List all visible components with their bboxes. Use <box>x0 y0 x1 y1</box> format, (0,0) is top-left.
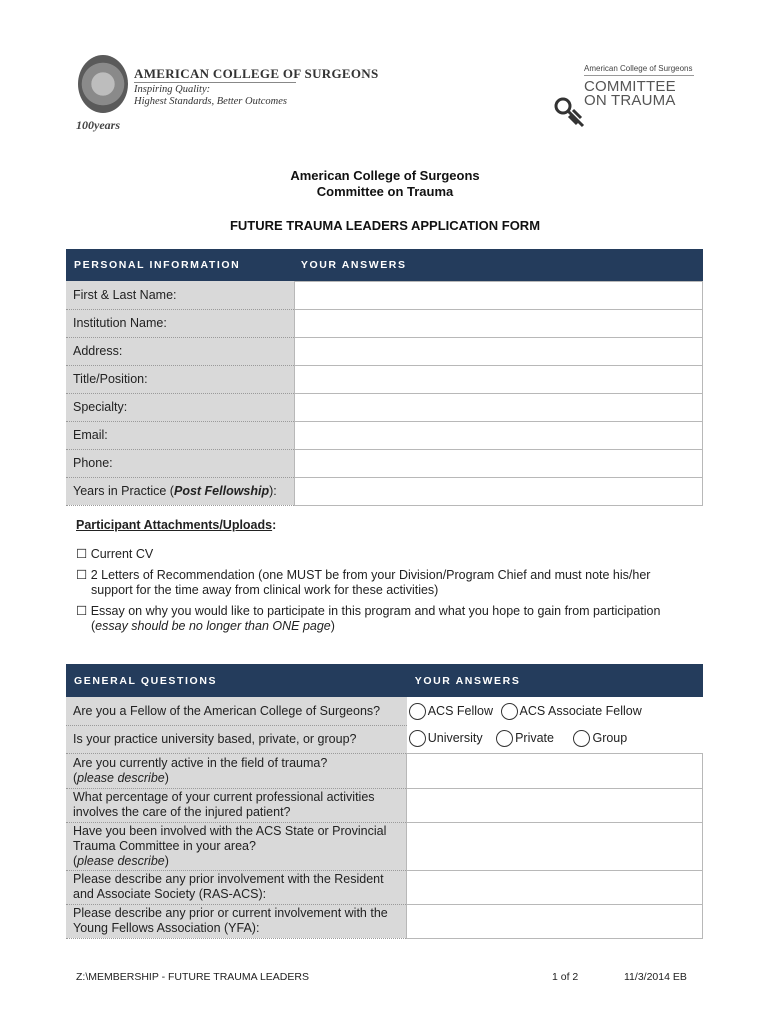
table-row <box>66 788 703 822</box>
percentage-injured-answer-field[interactable] <box>407 788 703 822</box>
table-row <box>66 421 703 449</box>
years-label-post: ): <box>269 484 277 498</box>
checkbox-icon[interactable]: ☐ <box>76 604 88 618</box>
cot-logo-divider <box>584 75 694 76</box>
table-row <box>66 393 703 421</box>
radio-university[interactable]: University <box>409 730 483 747</box>
field-label: Email: <box>66 421 295 449</box>
table-row <box>66 281 703 309</box>
radio-icon[interactable] <box>573 730 590 747</box>
title-position-field[interactable] <box>295 365 703 393</box>
acs-logo-name: AMERICAN COLLEGE OF SURGEONS <box>134 66 379 81</box>
radio-icon[interactable] <box>501 703 518 720</box>
question-state-committee: Have you been involved with the ACS State or Provincial Trauma Committee in your area? (please describe) <box>66 822 407 870</box>
personal-info-header-answers: YOUR ANSWERS <box>300 258 407 271</box>
personal-info-header-label: PERSONAL INFORMATION <box>74 259 241 271</box>
fellow-options <box>407 697 703 725</box>
cot-logo-icon <box>553 92 587 128</box>
field-label: First & Last Name: <box>66 281 295 309</box>
cot-logo-line1: COMMITTEE <box>584 78 676 95</box>
table-row <box>66 753 703 788</box>
footer-date: 11/3/2014 EB <box>624 971 687 983</box>
radio-group[interactable]: Group <box>573 730 627 747</box>
field-label: Phone: <box>66 449 295 477</box>
checkbox-icon[interactable]: ☐ <box>76 547 88 561</box>
email-field[interactable] <box>295 421 703 449</box>
attachment-item-letters-cont: support for the time away from clinical work for these activities) <box>91 583 439 597</box>
acs-logo-divider <box>134 82 296 83</box>
address-field[interactable] <box>295 337 703 365</box>
title-line-1: American College of Surgeons <box>290 168 480 183</box>
cot-logo-org: American College of Surgeons <box>584 64 693 73</box>
acs-seal-logo <box>78 55 128 113</box>
attachment-item-cv: ☐ Current CV <box>76 547 154 561</box>
general-questions-header-answers: YOUR ANSWERS <box>414 674 521 687</box>
question-practice-type: Is your practice university based, private, or group? <box>66 725 407 753</box>
footer-page-number: 1 of 2 <box>552 971 579 983</box>
acs-tagline-2: Highest Standards, Better Outcomes <box>134 96 288 107</box>
table-row <box>66 870 703 904</box>
personal-info-table <box>66 249 703 506</box>
table-row <box>66 365 703 393</box>
radio-acs-associate-fellow[interactable]: ACS Associate Fellow <box>501 703 642 720</box>
attachments-title: Participant Attachments/Uploads: <box>76 518 277 532</box>
form-title: FUTURE TRAUMA LEADERS APPLICATION FORM <box>229 218 541 233</box>
institution-name-field[interactable] <box>295 309 703 337</box>
personal-info-header <box>66 249 703 281</box>
field-label: Address: <box>66 337 295 365</box>
acs-tagline-1: Inspiring Quality: <box>134 84 211 95</box>
field-label: Institution Name: <box>66 309 295 337</box>
yfa-answer-field[interactable] <box>407 904 703 938</box>
attachment-item-letters: ☐ 2 Letters of Recommendation (one MUST be from your Division/Program Chief and must note his/her <box>76 568 651 582</box>
general-questions-header-label: GENERAL QUESTIONS <box>74 674 218 687</box>
table-row <box>66 725 703 753</box>
question-percentage-injured: What percentage of your current professional activities involves the care of the injured patient? <box>66 788 407 822</box>
phone-field[interactable] <box>295 449 703 477</box>
table-row <box>66 697 703 725</box>
table-row <box>66 309 703 337</box>
cot-logo-line2: ON TRAUMA <box>584 92 676 109</box>
radio-icon[interactable] <box>409 730 426 747</box>
first-last-name-field[interactable] <box>295 281 703 309</box>
field-label: Specialty: <box>66 393 295 421</box>
table-row <box>66 904 703 938</box>
years-in-practice-field[interactable] <box>295 477 703 505</box>
state-committee-answer-field[interactable] <box>407 822 703 870</box>
ras-acs-answer-field[interactable] <box>407 870 703 904</box>
years-label-bold: Post Fellowship <box>173 484 270 498</box>
checkbox-icon[interactable]: ☐ <box>76 568 88 582</box>
title-line-2: Committee on Trauma <box>316 184 454 199</box>
specialty-field[interactable] <box>295 393 703 421</box>
active-trauma-answer-field[interactable] <box>407 753 703 788</box>
attachment-item-essay-cont: (essay should be no longer than ONE page) <box>91 619 335 633</box>
question-ras-acs: Please describe any prior involvement with the Resident and Associate Society (RAS-ACS): <box>66 870 407 904</box>
radio-acs-fellow[interactable]: ACS Fellow <box>409 703 493 720</box>
table-row <box>66 449 703 477</box>
field-label-years <box>66 477 295 505</box>
question-active-trauma: Are you currently active in the field of trauma? (please describe) <box>66 753 407 788</box>
general-questions-header <box>66 664 703 697</box>
table-row <box>66 337 703 365</box>
radio-icon[interactable] <box>409 703 426 720</box>
radio-icon[interactable] <box>496 730 513 747</box>
question-yfa: Please describe any prior or current involvement with the Young Fellows Association (YFA): <box>66 904 407 938</box>
attachment-item-essay: ☐ Essay on why you would like to participate in this program and what you hope to gain from participation <box>76 604 661 618</box>
question-fellow: Are you a Fellow of the American College of Surgeons? <box>66 697 407 725</box>
years-label-pre: Years in Practice ( <box>73 484 174 498</box>
field-label: Title/Position: <box>66 365 295 393</box>
practice-type-options <box>407 725 703 753</box>
table-row <box>66 477 703 505</box>
general-questions-table <box>66 664 703 939</box>
centennial-badge: 100years <box>76 118 120 132</box>
table-row <box>66 822 703 870</box>
radio-private[interactable]: Private <box>496 730 554 747</box>
footer-path: Z:\MEMBERSHIP - FUTURE TRAUMA LEADERS <box>76 971 309 983</box>
